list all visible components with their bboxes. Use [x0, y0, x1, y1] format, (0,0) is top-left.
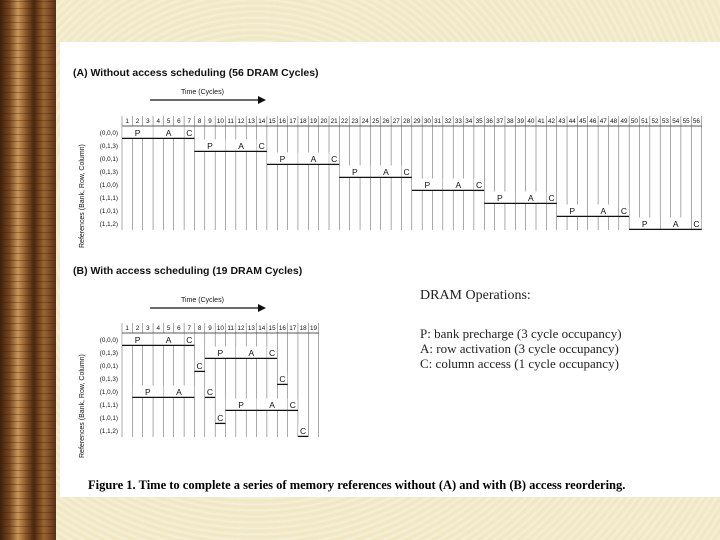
panel-a-cycle-ticks	[125, 118, 700, 125]
operation-label: A	[383, 167, 389, 177]
operation-label: P	[238, 400, 244, 410]
cycle-number: 47	[599, 118, 607, 125]
operation-label: P	[207, 141, 213, 151]
cycle-number: 14	[258, 118, 266, 125]
operation-label: A	[238, 141, 244, 151]
operation-label: A	[672, 219, 679, 229]
row-label: (1,1,2)	[99, 221, 118, 228]
dram-operations-legend	[420, 288, 622, 371]
operation-label: A	[269, 400, 275, 410]
cycle-number: 29	[413, 118, 421, 125]
cycle-number: 48	[610, 118, 618, 125]
cycle-number: 43	[558, 118, 566, 125]
operation-label: C	[403, 167, 410, 177]
panel-b	[73, 265, 319, 458]
cycle-number: 19	[309, 118, 317, 125]
cycle-number: 13	[247, 325, 255, 332]
cycle-number: 4	[156, 325, 160, 332]
cycle-number: 19	[309, 325, 317, 332]
row-label: (0,0,1)	[99, 156, 118, 163]
operation-label: P	[217, 348, 224, 358]
cycle-number: 8	[197, 118, 202, 125]
operation-label: A	[176, 387, 182, 397]
operation-label: P	[352, 167, 358, 177]
panel-b-title: (B) With access scheduling (19 DRAM Cycles)	[73, 265, 303, 277]
operation-label: C	[331, 154, 338, 164]
cycle-number: 46	[589, 118, 597, 125]
panel-a-time-arrow	[150, 96, 266, 104]
legend-text: column access (1 cycle occupancy)	[432, 356, 619, 371]
cycle-number: 33	[454, 118, 462, 125]
cycle-number: 2	[135, 325, 140, 332]
panel-a-title: (A) Without access scheduling (56 DRAM Cycles)	[73, 67, 319, 79]
operation-label: P	[496, 193, 503, 203]
cycle-number: 23	[351, 118, 359, 125]
row-label: (1,1,1)	[99, 402, 118, 409]
cycle-number: 6	[177, 325, 181, 332]
legend-item-column-access	[420, 356, 622, 371]
cycle-number: 41	[537, 118, 545, 125]
cycle-number: 56	[692, 118, 700, 125]
panel-b-cycle-ticks	[125, 325, 317, 332]
legend-item-activation	[420, 341, 622, 356]
operation-label: A	[248, 348, 255, 358]
operation-label: C	[196, 361, 203, 371]
operation-label: C	[289, 400, 296, 410]
panel-a	[73, 67, 702, 248]
cycle-number: 51	[641, 118, 649, 125]
figure-caption: Figure 1. Time to complete a series of memory references without (A) and with (B) access reordering.	[88, 478, 626, 492]
cycle-number: 4	[156, 118, 160, 125]
operation-label: A	[600, 206, 607, 216]
cycle-number: 16	[278, 118, 286, 125]
row-label: (1,1,2)	[99, 428, 118, 435]
panel-b-row-labels	[100, 337, 118, 435]
cycle-number: 22	[341, 118, 349, 125]
cycle-number: 15	[268, 325, 276, 332]
cycle-number: 3	[146, 118, 150, 125]
cycle-number: 53	[661, 118, 669, 125]
operation-label: P	[279, 154, 286, 164]
operation-label: A	[455, 180, 462, 190]
row-label: (0,1,3)	[99, 376, 118, 383]
cycle-number: 3	[146, 325, 150, 332]
row-label: (1,0,0)	[99, 182, 118, 189]
panel-a-ylabel: References (Bank, Row, Column)	[79, 144, 86, 248]
legend-title: DRAM Operations:	[420, 288, 531, 303]
cycle-number: 12	[237, 118, 245, 125]
operation-label: P	[134, 335, 141, 345]
legend-text: row activation (3 cycle occupancy)	[433, 341, 619, 356]
cycle-number: 1	[125, 118, 129, 125]
operation-label: C	[279, 374, 286, 384]
cycle-number: 5	[166, 325, 171, 332]
operation-label: A	[165, 128, 172, 138]
cycle-number: 26	[382, 118, 390, 125]
panel-a-row-labels	[100, 130, 118, 228]
cycle-number: 32	[444, 118, 452, 125]
operation-label: C	[269, 348, 276, 358]
operation-label: P	[145, 387, 151, 397]
cycle-number: 21	[330, 118, 338, 125]
cycle-number: 11	[227, 118, 234, 125]
cycle-number: 54	[672, 118, 680, 125]
panel-a-time-label: Time (Cycles)	[181, 89, 224, 96]
operation-label: C	[186, 335, 193, 345]
cycle-number: 24	[361, 118, 369, 125]
row-label: (0,0,0)	[99, 130, 118, 137]
legend-text: bank precharge (3 cycle occupancy)	[430, 326, 622, 341]
cycle-number: 10	[216, 325, 224, 332]
operation-label: P	[569, 206, 576, 216]
cycle-number: 49	[620, 118, 628, 125]
cycle-number: 17	[289, 325, 297, 332]
row-label: (1,1,1)	[99, 195, 118, 202]
cycle-number: 25	[372, 118, 380, 125]
operation-label: C	[186, 128, 193, 138]
cycle-number: 36	[485, 118, 493, 125]
cycle-number: 20	[320, 118, 328, 125]
operation-label: P	[641, 219, 648, 229]
operation-label: C	[300, 426, 307, 436]
panel-b-time-label: Time (Cycles)	[181, 297, 224, 304]
legend-key: A:	[420, 341, 433, 356]
operation-label: A	[165, 335, 172, 345]
operation-label: C	[620, 206, 628, 216]
cycle-number: 52	[651, 118, 659, 125]
cycle-number: 13	[247, 118, 255, 125]
legend-key: C:	[420, 356, 433, 371]
operation-label: C	[217, 413, 224, 423]
operation-label: P	[134, 128, 141, 138]
cycle-number: 18	[299, 118, 307, 125]
cycle-number: 8	[197, 325, 202, 332]
cycle-number: 1	[125, 325, 129, 332]
cycle-number: 35	[475, 118, 483, 125]
cycle-number: 27	[392, 118, 400, 125]
row-label: (0,0,0)	[99, 337, 118, 344]
row-label: (0,1,3)	[99, 143, 118, 150]
cycle-number: 50	[630, 118, 638, 125]
cycle-number: 38	[506, 118, 514, 125]
cycle-number: 7	[187, 325, 192, 332]
cycle-number: 30	[423, 118, 431, 125]
cycle-number: 2	[135, 118, 140, 125]
cycle-number: 5	[166, 118, 171, 125]
row-label: (0,1,3)	[99, 169, 118, 176]
operation-label: C	[206, 387, 214, 397]
operation-label: C	[476, 180, 483, 190]
cycle-number: 14	[258, 325, 266, 332]
cycle-number: 9	[208, 118, 212, 125]
operation-label: C	[548, 193, 555, 203]
cycle-number: 10	[216, 118, 224, 125]
cycle-number: 42	[548, 118, 556, 125]
cycle-number: 16	[278, 325, 286, 332]
operation-label: P	[424, 180, 431, 190]
operation-label: C	[258, 141, 265, 151]
cycle-number: 12	[237, 325, 245, 332]
cycle-number: 9	[208, 325, 212, 332]
cycle-number: 17	[289, 118, 297, 125]
cycle-number: 18	[299, 325, 307, 332]
operation-label: C	[693, 219, 700, 229]
cycle-number: 44	[568, 118, 576, 125]
cycle-number: 55	[682, 118, 690, 125]
panel-b-time-arrow	[150, 304, 266, 312]
row-label: (0,1,3)	[99, 350, 118, 357]
cycle-number: 28	[403, 118, 411, 125]
operation-label: A	[310, 154, 317, 164]
cycle-number: 7	[187, 118, 192, 125]
cycle-number: 11	[227, 325, 234, 332]
cycle-number: 34	[465, 118, 473, 125]
row-label: (1,0,1)	[99, 415, 118, 422]
row-label: (1,0,1)	[99, 208, 118, 215]
panel-b-ylabel: References (Bank, Row, Column)	[79, 354, 86, 458]
row-label: (0,0,1)	[99, 363, 118, 370]
operation-label: A	[527, 193, 534, 203]
cycle-number: 45	[579, 118, 587, 125]
cycle-number: 39	[516, 118, 524, 125]
cycle-number: 40	[527, 118, 535, 125]
legend-item-precharge	[420, 326, 622, 341]
row-label: (1,0,0)	[99, 389, 118, 396]
cycle-number: 31	[434, 118, 442, 125]
cycle-number: 6	[177, 118, 181, 125]
cycle-number: 37	[496, 118, 504, 125]
cycle-number: 15	[268, 118, 276, 125]
legend-key: P:	[420, 326, 431, 341]
